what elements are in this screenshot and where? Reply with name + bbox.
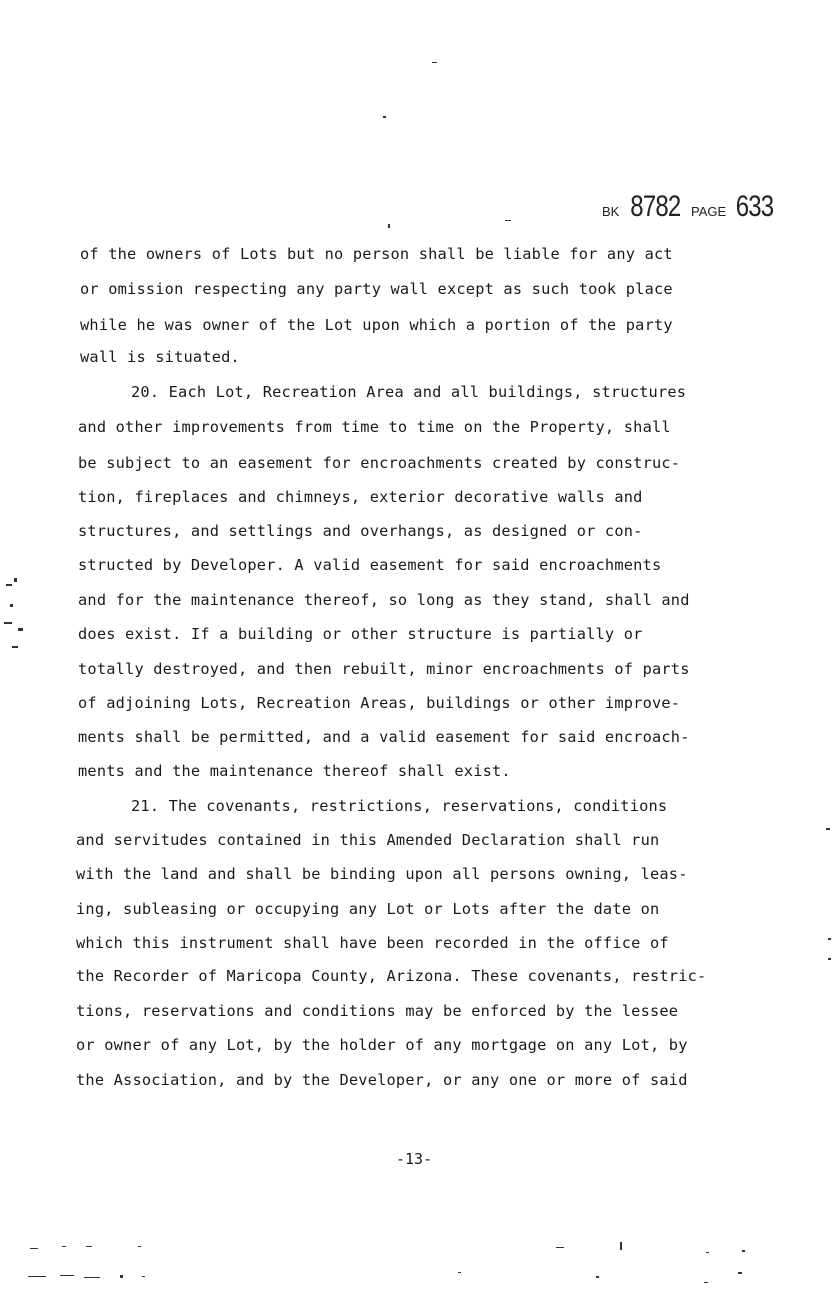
text-line: with the land and shall be binding upon all persons owning, leas- <box>76 865 688 883</box>
scan-speck <box>84 1277 100 1278</box>
book-page-reference <box>602 190 778 224</box>
margin-speck <box>4 622 12 624</box>
text-line: ments shall be permitted, and a valid easement for said encroach- <box>78 728 690 746</box>
scan-speck <box>704 1282 708 1283</box>
scan-speck <box>596 1276 599 1278</box>
text-line: and servitudes contained in this Amended Declaration shall run <box>76 831 660 849</box>
scan-speck <box>62 1246 66 1247</box>
margin-speck <box>6 584 12 586</box>
scan-speck <box>620 1242 622 1250</box>
text-line: structed by Developer. A valid easement for said encroachments <box>78 556 662 574</box>
margin-speck <box>12 646 18 648</box>
margin-speck <box>10 604 13 607</box>
text-line: totally destroyed, and then rebuilt, minor encroachments of parts <box>78 660 690 678</box>
text-line: tions, reservations and conditions may be enforced by the lessee <box>76 1002 679 1020</box>
text-line: 21. The covenants, restrictions, reservations, conditions <box>131 797 668 815</box>
scan-speck <box>505 220 511 221</box>
scan-speck <box>142 1276 145 1277</box>
scan-speck <box>742 1250 745 1252</box>
text-line: of adjoining Lots, Recreation Areas, buildings or other improve- <box>78 694 681 712</box>
book-number: 8782 <box>630 190 681 223</box>
text-line: or owner of any Lot, by the holder of any mortgage on any Lot, by <box>76 1036 688 1054</box>
scan-speck <box>30 1248 38 1249</box>
text-line: the Recorder of Maricopa County, Arizona. These covenants, restric- <box>76 967 707 985</box>
text-line: tion, fireplaces and chimneys, exterior decorative walls and <box>78 488 643 506</box>
scan-speck <box>738 1272 742 1274</box>
page-folio: -13- <box>396 1150 433 1168</box>
text-line: 20. Each Lot, Recreation Area and all buildings, structures <box>131 383 687 401</box>
scan-speck <box>28 1276 46 1277</box>
scan-speck <box>383 116 386 118</box>
scan-speck <box>86 1246 92 1247</box>
text-line: or omission respecting any party wall except as such took place <box>80 280 673 298</box>
page-prefix: PAGE <box>691 204 727 219</box>
scan-speck <box>706 1252 709 1253</box>
scan-speck <box>556 1247 564 1248</box>
scan-speck <box>388 224 390 228</box>
text-line: the Association, and by the Developer, or any one or more of said <box>76 1071 688 1089</box>
page-number: 633 <box>735 190 773 223</box>
text-line: structures, and settlings and overhangs, as designed or con- <box>78 522 643 540</box>
book-prefix: BK <box>602 204 620 219</box>
margin-speck <box>18 628 23 631</box>
text-line: of the owners of Lots but no person shall be liable for any act <box>80 245 673 263</box>
text-line: while he was owner of the Lot upon which a portion of the party <box>80 316 673 334</box>
text-line: ments and the maintenance thereof shall exist. <box>78 762 511 780</box>
margin-speck <box>14 578 17 582</box>
text-line: and for the maintenance thereof, so long as they stand, shall and <box>78 591 690 609</box>
text-line: be subject to an easement for encroachments created by construc- <box>78 454 681 472</box>
text-line: does exist. If a building or other structure is partially or <box>78 625 643 643</box>
text-line: ing, subleasing or occupying any Lot or Lots after the date on <box>76 900 660 918</box>
text-line: wall is situated. <box>80 348 240 366</box>
scan-speck <box>432 62 437 63</box>
scan-speck <box>138 1246 141 1247</box>
text-line: which this instrument shall have been recorded in the office of <box>76 934 669 952</box>
scan-speck <box>60 1275 74 1276</box>
text-line: and other improvements from time to time on the Property, shall <box>78 418 671 436</box>
scan-speck <box>120 1275 123 1278</box>
scan-speck <box>826 828 830 830</box>
scan-speck <box>458 1272 461 1273</box>
scan-speck <box>828 958 831 960</box>
scan-speck <box>828 938 831 940</box>
